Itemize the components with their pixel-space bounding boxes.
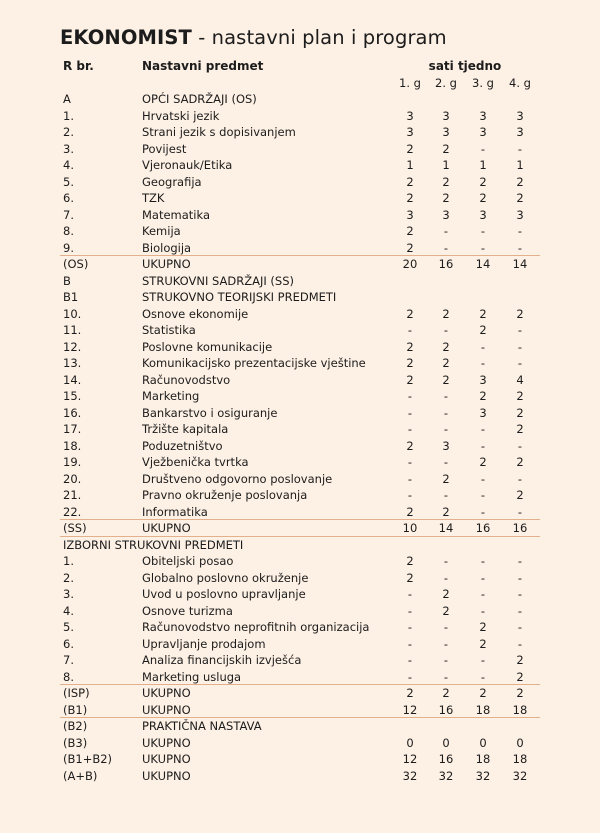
row-subject: TZK — [142, 191, 165, 205]
row-number: 7. — [63, 653, 74, 667]
row-number: 8. — [63, 224, 74, 238]
row-number: (ISP) — [63, 686, 90, 700]
hours-year-1: 2 — [406, 686, 414, 700]
hours-year-3: - — [480, 504, 486, 519]
table-row — [0, 586, 600, 603]
hours-year-3: 2 — [479, 389, 487, 403]
hours-year-2: 2 — [442, 174, 450, 189]
row-subject: UKUPNO — [142, 752, 191, 766]
row-number: 4. — [63, 158, 74, 172]
hours-year-3: 14 — [475, 257, 491, 271]
table-row — [0, 751, 600, 768]
hours-year-2: 1 — [442, 158, 450, 172]
hours-year-1: - — [407, 471, 413, 486]
table-row — [0, 553, 600, 570]
row-number: 2. — [63, 570, 74, 585]
row-number: 3. — [63, 141, 74, 156]
row-number: 19. — [63, 455, 82, 469]
hours-year-3: 2 — [479, 636, 487, 651]
row-subject: Biologija — [142, 240, 192, 255]
table-row — [0, 273, 600, 290]
row-number: (B2) — [63, 719, 88, 733]
hours-year-4: - — [517, 356, 523, 370]
hours-year-2: 3 — [442, 108, 450, 123]
hours-year-1: 1 — [406, 158, 414, 172]
table-row — [0, 223, 600, 240]
table-row — [0, 141, 600, 158]
title-rest: - nastavni plan i program — [191, 26, 447, 49]
hours-year-1: 2 — [406, 570, 414, 585]
row-number: 17. — [63, 422, 82, 436]
hours-year-4: 3 — [516, 207, 524, 222]
hours-year-2: - — [443, 224, 449, 238]
hours-year-1: - — [407, 422, 413, 436]
hours-year-3: 18 — [475, 752, 491, 766]
curriculum-table — [0, 91, 600, 784]
row-number: IZBORNI STRUKOVNI PREDMETI — [63, 537, 244, 552]
row-number: 6. — [63, 191, 74, 205]
hours-year-4: 1 — [516, 158, 524, 172]
hours-year-1: - — [407, 620, 413, 634]
hours-year-2: 2 — [442, 603, 450, 618]
hours-year-1: 2 — [406, 224, 414, 238]
row-number: 15. — [63, 389, 82, 403]
hours-year-4: 2 — [516, 405, 524, 420]
row-subject: UKUPNO — [142, 735, 191, 750]
hours-year-2: 2 — [442, 686, 450, 700]
hours-year-3: - — [480, 356, 486, 370]
hours-year-3: 2 — [479, 191, 487, 205]
hours-year-1: 2 — [406, 438, 414, 453]
hours-year-2: 0 — [442, 735, 450, 750]
hours-year-1: 2 — [406, 339, 414, 354]
hours-year-2: 16 — [438, 752, 454, 766]
hours-year-1: 2 — [406, 356, 414, 370]
row-subject: UKUPNO — [142, 768, 191, 783]
row-subject: Globalno poslovno okruženje — [142, 570, 309, 585]
hours-year-3: - — [480, 240, 486, 255]
table-row — [0, 685, 600, 702]
row-number: 2. — [63, 125, 74, 139]
hours-year-2: 32 — [438, 768, 454, 783]
row-subject: Kemija — [142, 224, 181, 238]
hours-year-3: 18 — [475, 702, 491, 717]
hours-year-1: 12 — [402, 702, 418, 717]
hours-year-1: 3 — [406, 125, 414, 139]
row-number: (B1) — [63, 702, 88, 717]
hours-year-3: 2 — [479, 620, 487, 634]
table-row — [0, 454, 600, 471]
table-row — [0, 306, 600, 323]
table-row — [0, 91, 600, 108]
row-number: B — [63, 273, 71, 288]
hours-year-2: 16 — [438, 257, 454, 271]
hours-year-4: 2 — [516, 389, 524, 403]
row-number: 5. — [63, 620, 74, 634]
hours-year-3: - — [480, 488, 486, 502]
hours-year-1: 12 — [402, 752, 418, 766]
row-number: (B1+B2) — [63, 752, 113, 766]
row-number: (SS) — [63, 521, 87, 535]
hours-year-3: - — [480, 339, 486, 354]
hours-year-4: - — [517, 554, 523, 568]
row-subject: Osnove turizma — [142, 603, 233, 618]
hours-year-4: - — [517, 603, 523, 618]
hours-year-3: - — [480, 438, 486, 453]
hours-year-1: - — [407, 653, 413, 667]
hours-year-4: 14 — [512, 257, 528, 271]
hours-year-2: 16 — [438, 702, 454, 717]
header-year-3: 3. g — [472, 76, 494, 90]
table-row — [0, 718, 600, 735]
hours-year-1: 3 — [406, 108, 414, 123]
table-row — [0, 157, 600, 174]
table-row — [0, 240, 600, 257]
hours-year-2: 2 — [442, 356, 450, 370]
hours-year-4: 32 — [512, 768, 528, 783]
row-subject: Analiza financijskih izvješća — [142, 653, 302, 667]
hours-year-4: 3 — [516, 108, 524, 123]
hours-year-2: - — [443, 669, 449, 684]
table-row — [0, 471, 600, 488]
hours-year-4: - — [517, 323, 523, 337]
hours-year-2: 2 — [442, 191, 450, 205]
hours-year-2: - — [443, 323, 449, 337]
row-subject: Upravljanje prodajom — [142, 636, 266, 651]
hours-year-2: 2 — [442, 471, 450, 486]
hours-year-4: - — [517, 141, 523, 156]
row-subject: Statistika — [142, 323, 196, 337]
row-number: 6. — [63, 636, 74, 651]
table-row — [0, 355, 600, 372]
hours-year-2: - — [443, 455, 449, 469]
table-row — [0, 570, 600, 587]
row-subject: Povijest — [142, 141, 187, 156]
hours-year-1: 20 — [402, 257, 418, 271]
hours-year-4: 2 — [516, 422, 524, 436]
hours-year-2: 2 — [442, 339, 450, 354]
hours-year-2: - — [443, 636, 449, 651]
hours-year-1: - — [407, 603, 413, 618]
row-subject: Matematika — [142, 207, 211, 222]
row-number: 1. — [63, 554, 74, 568]
row-subject: Poduzetništvo — [142, 438, 223, 453]
hours-year-4: - — [517, 504, 523, 519]
hours-year-2: - — [443, 570, 449, 585]
hours-year-3: 2 — [479, 323, 487, 337]
row-number: (B3) — [63, 735, 88, 750]
table-row — [0, 603, 600, 620]
hours-year-4: - — [517, 587, 523, 601]
hours-year-3: - — [480, 141, 486, 156]
row-number: (A+B) — [63, 768, 98, 783]
row-subject: Marketing usluga — [142, 669, 242, 684]
hours-year-2: 3 — [442, 207, 450, 222]
hours-year-3: 2 — [479, 174, 487, 189]
table-row — [0, 207, 600, 224]
row-subject: Računovodstvo — [142, 372, 231, 387]
row-number: 21. — [63, 488, 82, 502]
table-row — [0, 438, 600, 455]
table-row — [0, 504, 600, 521]
row-subject: Pravno okruženje poslovanja — [142, 488, 308, 502]
hours-year-1: - — [407, 323, 413, 337]
row-subject: Vjeronauk/Etika — [142, 158, 233, 172]
row-number: 1. — [63, 108, 74, 123]
header-year-4: 4. g — [509, 76, 531, 90]
row-subject: Poslovne komunikacije — [142, 339, 273, 354]
hours-year-4: - — [517, 339, 523, 354]
hours-year-4: 2 — [516, 174, 524, 189]
row-number: 3. — [63, 587, 74, 601]
row-subject: Bankarstvo i osiguranje — [142, 405, 278, 420]
hours-year-1: 2 — [406, 141, 414, 156]
hours-year-3: 2 — [479, 306, 487, 321]
row-subject: OPĆI SADRŽAJI (OS) — [142, 92, 257, 106]
hours-year-1: - — [407, 669, 413, 684]
hours-year-1: - — [407, 636, 413, 651]
table-row — [0, 289, 600, 306]
hours-year-4: 18 — [512, 702, 528, 717]
table-row — [0, 619, 600, 636]
hours-year-3: - — [480, 224, 486, 238]
hours-year-3: 3 — [479, 405, 487, 420]
row-number: 13. — [63, 356, 82, 370]
row-subject: Osnove ekonomije — [142, 306, 249, 321]
row-number: 10. — [63, 306, 82, 321]
table-row — [0, 256, 600, 273]
hours-year-4: 2 — [516, 686, 524, 700]
hours-year-4: 18 — [512, 752, 528, 766]
hours-year-3: - — [480, 422, 486, 436]
hours-year-2: - — [443, 554, 449, 568]
hours-year-2: 2 — [442, 141, 450, 156]
header-rbr: R br. — [63, 59, 94, 73]
row-subject: Obiteljski posao — [142, 554, 234, 568]
hours-year-4: - — [517, 240, 523, 255]
hours-year-1: - — [407, 405, 413, 420]
row-subject: Društveno odgovorno poslovanje — [142, 471, 333, 486]
hours-year-3: - — [480, 471, 486, 486]
row-subject: UKUPNO — [142, 686, 191, 700]
page-title — [60, 26, 447, 49]
hours-year-4: 2 — [516, 653, 524, 667]
row-number: 12. — [63, 339, 82, 354]
hours-year-2: - — [443, 653, 449, 667]
row-number: 16. — [63, 405, 82, 420]
row-number: 4. — [63, 603, 74, 618]
row-number: 5. — [63, 174, 74, 189]
row-subject: Vježbenička tvrtka — [142, 455, 249, 469]
row-subject: UKUPNO — [142, 257, 191, 271]
row-number: 22. — [63, 504, 82, 519]
hours-year-3: 3 — [479, 372, 487, 387]
hours-year-1: 2 — [406, 504, 414, 519]
hours-year-3: 1 — [479, 158, 487, 172]
hours-year-3: - — [480, 570, 486, 585]
hours-year-3: 3 — [479, 207, 487, 222]
hours-year-2: - — [443, 422, 449, 436]
hours-year-4: 4 — [516, 372, 524, 387]
row-number: 9. — [63, 240, 74, 255]
hours-year-2: 2 — [442, 306, 450, 321]
row-number: 7. — [63, 207, 74, 222]
hours-year-2: 2 — [442, 587, 450, 601]
hours-year-1: - — [407, 389, 413, 403]
row-number: 8. — [63, 669, 74, 684]
hours-year-1: 32 — [402, 768, 418, 783]
table-row — [0, 652, 600, 669]
table-row — [0, 108, 600, 125]
hours-year-4: 0 — [516, 735, 524, 750]
hours-year-1: 2 — [406, 174, 414, 189]
table-row — [0, 174, 600, 191]
row-number: (OS) — [63, 257, 89, 271]
hours-year-2: 2 — [442, 372, 450, 387]
hours-year-2: 14 — [438, 521, 454, 535]
table-row — [0, 388, 600, 405]
hours-year-1: - — [407, 587, 413, 601]
hours-year-4: - — [517, 620, 523, 634]
hours-year-4: - — [517, 570, 523, 585]
hours-year-3: - — [480, 653, 486, 667]
hours-year-4: 2 — [516, 306, 524, 321]
table-row — [0, 372, 600, 389]
row-subject: Uvod u poslovno upravljanje — [142, 587, 306, 601]
row-subject: Hrvatski jezik — [142, 108, 220, 123]
hours-year-3: 16 — [475, 521, 491, 535]
row-number: 14. — [63, 372, 82, 387]
hours-year-3: 3 — [479, 108, 487, 123]
table-row — [0, 702, 600, 719]
row-subject: Strani jezik s dopisivanjem — [142, 125, 296, 139]
row-subject: Računovodstvo neprofitnih organizacija — [142, 620, 370, 634]
hours-year-4: 2 — [516, 191, 524, 205]
hours-year-3: 3 — [479, 125, 487, 139]
row-subject: UKUPNO — [142, 702, 191, 717]
row-number: B1 — [63, 290, 79, 304]
hours-year-4: 2 — [516, 488, 524, 502]
table-row — [0, 124, 600, 141]
table-row — [0, 537, 600, 554]
hours-year-3: 32 — [475, 768, 491, 783]
hours-year-1: - — [407, 488, 413, 502]
hours-year-4: 3 — [516, 125, 524, 139]
row-number: A — [63, 92, 71, 106]
row-subject: Marketing — [142, 389, 200, 403]
table-row — [0, 487, 600, 504]
table-row — [0, 669, 600, 686]
hours-year-4: - — [517, 471, 523, 486]
table-row — [0, 421, 600, 438]
hours-year-1: 0 — [406, 735, 414, 750]
header-year-2: 2. g — [435, 76, 457, 90]
table-row — [0, 339, 600, 356]
hours-year-1: 10 — [402, 521, 418, 535]
header-predmet: Nastavni predmet — [142, 59, 264, 73]
hours-year-1: 2 — [406, 372, 414, 387]
hours-year-4: 2 — [516, 669, 524, 684]
hours-year-4: 16 — [512, 521, 528, 535]
hours-year-2: - — [443, 389, 449, 403]
hours-year-3: - — [480, 587, 486, 601]
hours-year-3: 2 — [479, 686, 487, 700]
row-subject: Geografija — [142, 174, 202, 189]
row-number: 18. — [63, 438, 82, 453]
hours-year-1: 2 — [406, 306, 414, 321]
hours-year-2: 3 — [442, 438, 450, 453]
row-subject: UKUPNO — [142, 521, 191, 535]
hours-year-4: - — [517, 224, 523, 238]
row-subject: Tržište kapitala — [142, 422, 229, 436]
table-row — [0, 405, 600, 422]
hours-year-4: 2 — [516, 455, 524, 469]
hours-year-4: - — [517, 636, 523, 651]
row-subject: Informatika — [142, 504, 208, 519]
header-sati-tjedno: sati tjedno — [428, 59, 502, 73]
header-year-1: 1. g — [399, 76, 421, 90]
table-row — [0, 190, 600, 207]
hours-year-2: - — [443, 620, 449, 634]
hours-year-1: 2 — [406, 240, 414, 255]
row-number: 11. — [63, 323, 82, 337]
table-row — [0, 735, 600, 752]
row-number: 20. — [63, 471, 82, 486]
hours-year-3: 2 — [479, 455, 487, 469]
hours-year-2: 2 — [442, 504, 450, 519]
hours-year-2: 3 — [442, 125, 450, 139]
hours-year-1: - — [407, 455, 413, 469]
table-row — [0, 520, 600, 537]
hours-year-3: - — [480, 603, 486, 618]
table-row — [0, 636, 600, 653]
hours-year-1: 2 — [406, 191, 414, 205]
hours-year-3: - — [480, 554, 486, 568]
hours-year-4: - — [517, 438, 523, 453]
hours-year-2: - — [443, 405, 449, 420]
row-subject: STRUKOVNI SADRŽAJI (SS) — [142, 273, 294, 288]
row-subject: STRUKOVNO TEORIJSKI PREDMETI — [142, 290, 337, 304]
hours-year-3: 0 — [479, 735, 487, 750]
hours-year-1: 3 — [406, 207, 414, 222]
table-row — [0, 322, 600, 339]
row-subject: PRAKTIČNA NASTAVA — [142, 719, 262, 733]
title-bold: EKONOMIST — [60, 26, 192, 49]
hours-year-3: - — [480, 669, 486, 684]
hours-year-2: - — [443, 240, 449, 255]
hours-year-1: 2 — [406, 554, 414, 568]
row-subject: Komunikacijsko prezentacijske vještine — [142, 356, 366, 370]
table-row — [0, 768, 600, 785]
hours-year-2: - — [443, 488, 449, 502]
